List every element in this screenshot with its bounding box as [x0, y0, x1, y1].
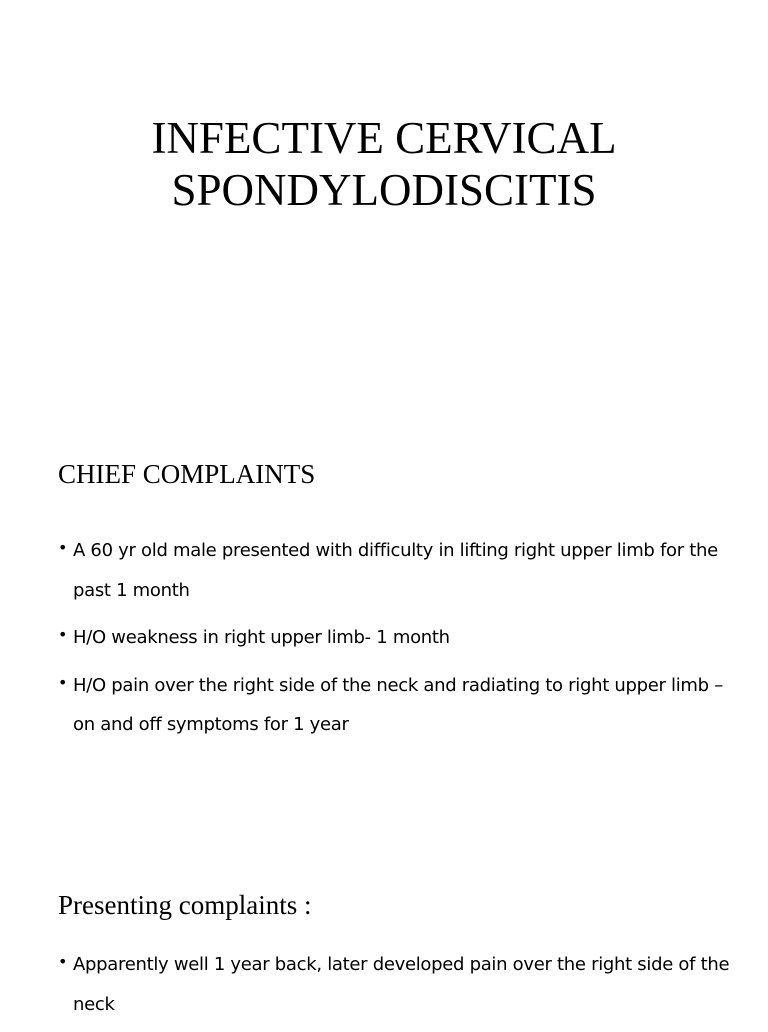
bullet-icon: • — [58, 538, 68, 557]
slide-title — [0, 112, 768, 216]
chief-complaints-list — [58, 531, 738, 753]
list-item — [58, 945, 738, 1024]
title-line-2: SPONDYLODISCITIS — [171, 165, 597, 215]
presenting-complaints-slide — [0, 862, 768, 1024]
presenting-complaints-heading: Presenting complaints : — [58, 890, 312, 920]
list-item — [58, 666, 738, 745]
list-item-text: Apparently well 1 year back, later developed pain over the right side of the neck — [73, 954, 730, 1015]
list-item-text: A 60 yr old male presented with difficulty in lifting right upper limb for the past 1 month — [73, 540, 718, 601]
list-item — [58, 531, 738, 610]
presenting-complaints-list — [58, 945, 738, 1032]
bullet-icon: • — [58, 952, 68, 971]
title-slide — [0, 0, 768, 400]
title-line-1: INFECTIVE CERVICAL — [151, 113, 617, 163]
list-item-text: H/O pain over the right side of the neck and radiating to right upper limb – on and off symptoms for 1 year — [73, 674, 723, 735]
chief-complaints-heading: CHIEF COMPLAINTS — [58, 459, 316, 489]
list-item-text: H/O weakness in right upper limb- 1 month — [73, 627, 450, 648]
bullet-icon: • — [58, 672, 68, 692]
bullet-icon: • — [58, 625, 68, 644]
chief-complaints-slide — [0, 430, 768, 840]
list-item — [58, 618, 738, 658]
